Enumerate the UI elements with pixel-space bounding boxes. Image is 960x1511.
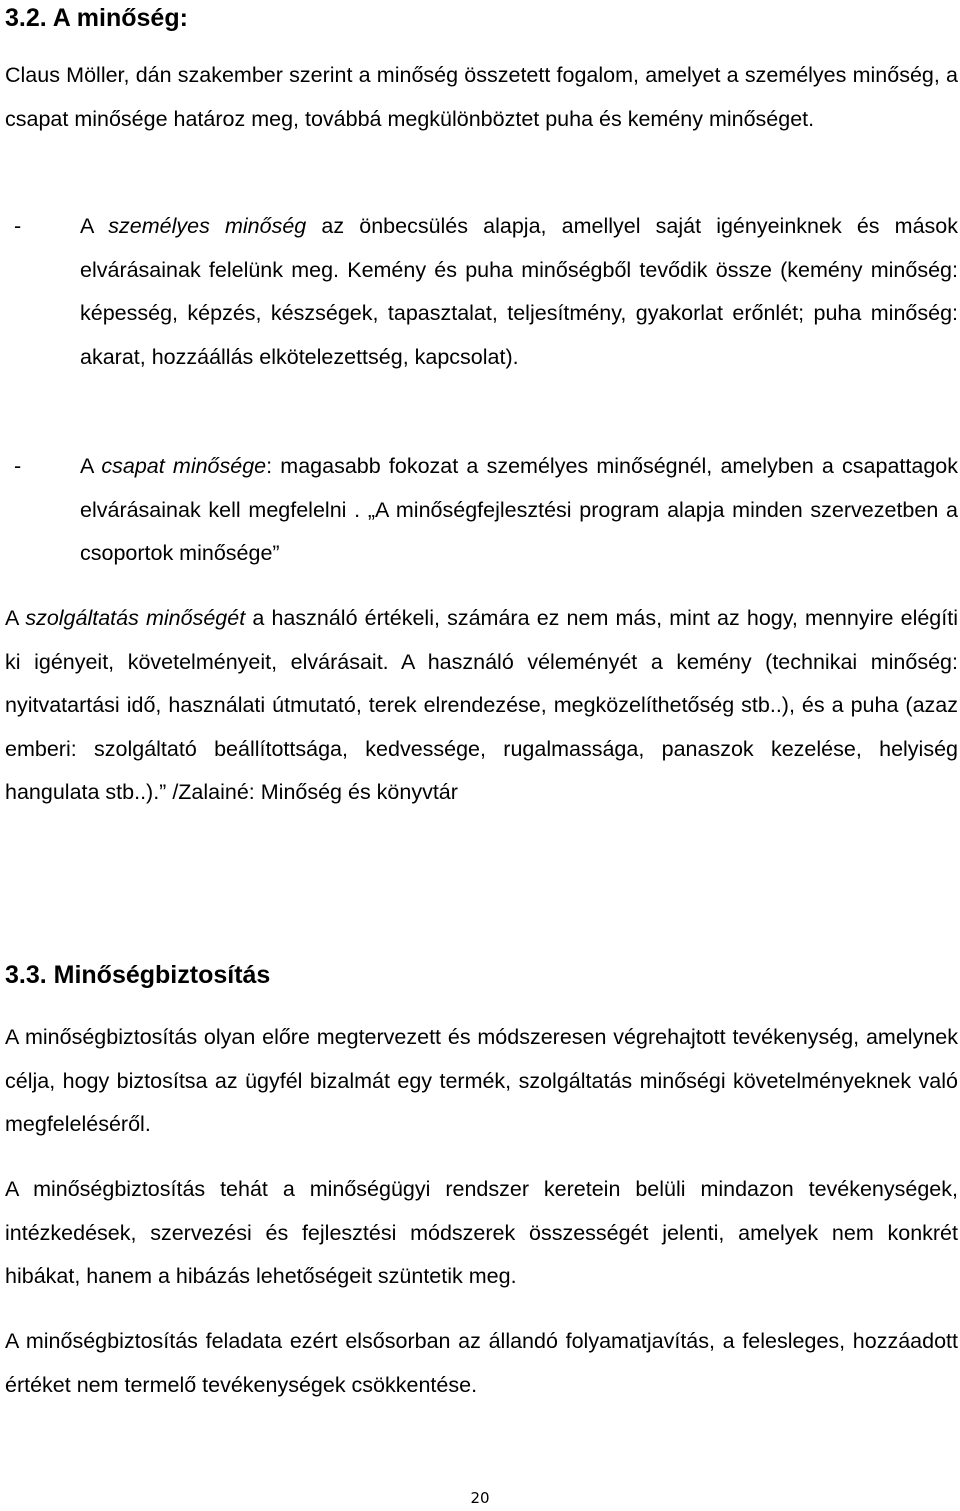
- bullet-team-quality: [80, 445, 958, 576]
- bullet-text-lead: A: [80, 214, 109, 238]
- bullet-text: : magasabb fokozat a személyes minőségnél, amelyben a csapattagok elvárásainak kell megfelelni . „A minőségfejlesztési program alapja minden szervezetben a csoportok minősége”: [80, 454, 958, 565]
- paragraph-text: a használó értékeli, számára ez nem más, mint az hogy, mennyire elégíti ki igényeit, követelményeit, elvárásait. A használó véleményét a kemény (technikai minőség: nyitvatartási idő, használati útmutató, terek elrendezése, megközelíthetőség stb..), és a puha (azaz emberi: szolgáltató beállítottsága, kedvessége, rugalmassága, panaszok kezelése, helyiség hangulata stb..).” /Zalainé: Minőség és könyvtár: [5, 606, 958, 804]
- quality-assurance-paragraph-1: A minőségbiztosítás olyan előre megtervezett és módszeresen végrehajtott tevékenység, amelynek célja, hogy biztosítsa az ügyfél bizalmát egy termék, szolgáltatás minőségi követelményeknek való megfeleléséről.: [5, 1025, 958, 1136]
- bullet-marker: -: [14, 454, 22, 478]
- service-quality-paragraph: [5, 597, 958, 815]
- quality-assurance-paragraph-3: A minőségbiztosítás feladata ezért elsősorban az állandó folyamatjavítás, a felesleges, hozzáadott értéket nem termelő tevékenységek csökkentése.: [5, 1329, 958, 1397]
- bullet-personal-quality: [80, 205, 958, 379]
- section-heading-3-3: 3.3. Minőségbiztosítás: [5, 961, 271, 989]
- intro-paragraph: Claus Möller, dán szakember szerint a minőség összetett fogalom, amelyet a személyes minőség, a csapat minősége határoz meg, továbbá megkülönböztet puha és kemény minőséget.: [5, 63, 958, 131]
- emphasized-term: szolgáltatás minőségét: [25, 606, 246, 630]
- emphasized-term: csapat minősége: [101, 454, 267, 478]
- emphasized-term: személyes minőség: [108, 214, 307, 238]
- quality-assurance-paragraph-2: A minőségbiztosítás tehát a minőségügyi rendszer keretein belüli mindazon tevékenységek, intézkedések, szervezési és fejlesztési módszerek összességét jelenti, amelyek nem konkrét hibákat, hanem a hibázás lehetőségeit szüntetik meg.: [5, 1177, 958, 1288]
- paragraph-text-lead: A: [5, 606, 26, 630]
- bullet-text: az önbecsülés alapja, amellyel saját igényeinknek és mások elvárásainak felelünk meg. Kemény és puha minőségből tevődik össze (kemény minőség: képesség, képzés, készségek, tapasztalat, teljesítmény, gyakorlat erőnlét; puha minőség: akarat, hozzáállás elkötelezettség, kapcsolat).: [80, 214, 958, 369]
- section-heading-3-2: 3.2. A minőség:: [5, 4, 188, 32]
- bullet-text-lead: A: [80, 454, 102, 478]
- page-number: 20: [470, 1489, 490, 1507]
- bullet-marker: -: [14, 214, 22, 238]
